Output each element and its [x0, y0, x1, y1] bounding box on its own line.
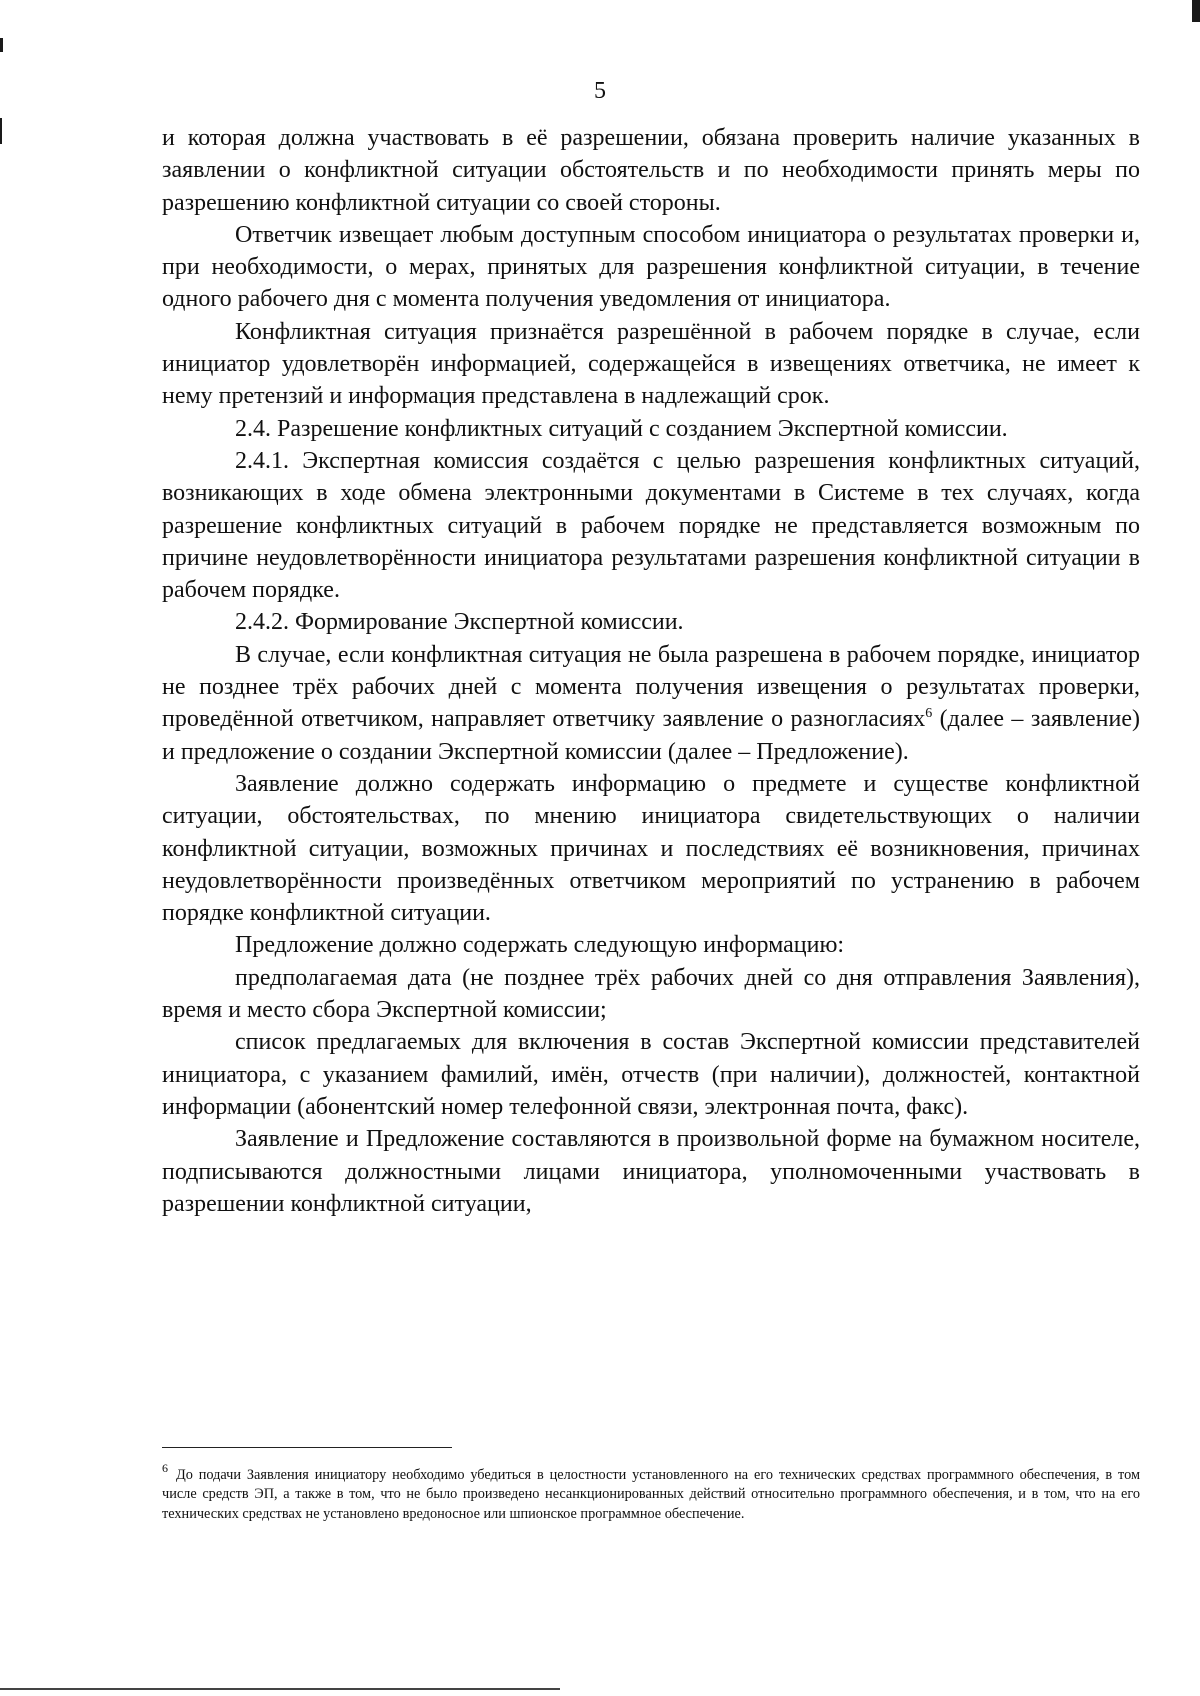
paragraph: и которая должна участвовать в её разрешении, обязана проверить наличие указанных в заявлении о конфликтной ситуации обстоятельств и по необходимости принять меры по разрешению конфликтной ситуации со своей стороны.: [162, 125, 1140, 216]
paragraph: Ответчик извещает любым доступным способом инициатора о результатах проверки и, при необходимости, о мерах, принятых для разрешения конфликтной ситуации, в течение одного рабочего дня с момента получения уведомления от инициатора.: [162, 221, 1140, 313]
paragraph: 2.4.1. Экспертная комиссия создаётся с целью разрешения конфликтных ситуаций, возникающих в ходе обмена электронными документами в Системе в тех случаях, когда разрешение конфликтных ситуаций в рабочем порядке не представляется возможным по причине неудовлетворённости инициатора результатами разрешения конфликтной ситуации в рабочем порядке.: [162, 447, 1140, 604]
paragraph: Заявление и Предложение составляются в произвольной форме на бумажном носителе, подписываются должностными лицами инициатора, уполномоченными участвовать в разрешении конфликтной ситуации,: [162, 1126, 1140, 1217]
footnote-text: До подачи Заявления инициатору необходимо убедиться в целостности установленного на его технических средствах программного обеспечения, в том числе средств ЭП, а также в том, что не было произведено несанкционированных действий относительно программного обеспечения, и в том, что на его технических средствах не установлено вредоносное или шпионское программное обеспечение.: [162, 1467, 1140, 1522]
page-number: 5: [594, 78, 606, 104]
body-text: [162, 122, 1140, 1220]
scan-edge-mark-left-middle: [0, 118, 2, 144]
footnote-reference: 6: [925, 706, 933, 722]
paragraph: Конфликтная ситуация признаётся разрешённой в рабочем порядке в случае, если инициатор удовлетворён информацией, содержащейся в извещениях ответчика, не имеет к нему претензий и информация представлена в надлежащий срок.: [162, 318, 1140, 410]
paragraph: Предложение должно содержать следующую информацию:: [235, 932, 845, 959]
paragraph-text-continued: (далее – заявление) и предложение о создании Экспертной комиссии (далее – Предложение).: [162, 706, 1140, 765]
scan-edge-mark-left-top: [0, 38, 3, 52]
list-paragraph: предполагаемая дата (не позднее трёх рабочих дней со дня отправления Заявления), время и место сбора Экспертной комиссии;: [162, 964, 1140, 1024]
footnote: [162, 1461, 1140, 1524]
list-paragraph: список предлагаемых для включения в состав Экспертной комиссии представителей инициатора, с указанием фамилий, имён, отчеств (при наличии), должностей, контактной информации (абонентский номер телефонной связи, электронная почта, факс).: [162, 1029, 1140, 1120]
paragraph: Заявление должно содержать информацию о предмете и существе конфликтной ситуации, обстоятельствах, по мнению инициатора свидетельствующих о наличии конфликтной ситуации, возможных причинах и последствиях её возникновения, причинах неудовлетворённости произведённых ответчиком мероприятий по устранению в рабочем порядке конфликтной ситуации.: [162, 770, 1140, 927]
scan-edge-mark-right: [1192, 0, 1200, 22]
paragraph-text: В случае, если конфликтная ситуация не была разрешена в рабочем порядке, инициатор не позднее трёх рабочих дней с момента получения извещения о результатах проверки, проведённой ответчиком, направляет ответчику заявление о разногласиях: [162, 641, 1140, 733]
paragraph: [162, 639, 1140, 768]
section-heading: 2.4. Разрешение конфликтных ситуаций с созданием Экспертной комиссии.: [235, 415, 1008, 442]
footnote-marker: 6: [162, 1461, 168, 1475]
scan-edge-mark-bottom: [0, 1688, 560, 1690]
footnote-separator: [162, 1447, 452, 1448]
subsection-heading: 2.4.2. Формирование Экспертной комиссии.: [235, 609, 684, 636]
